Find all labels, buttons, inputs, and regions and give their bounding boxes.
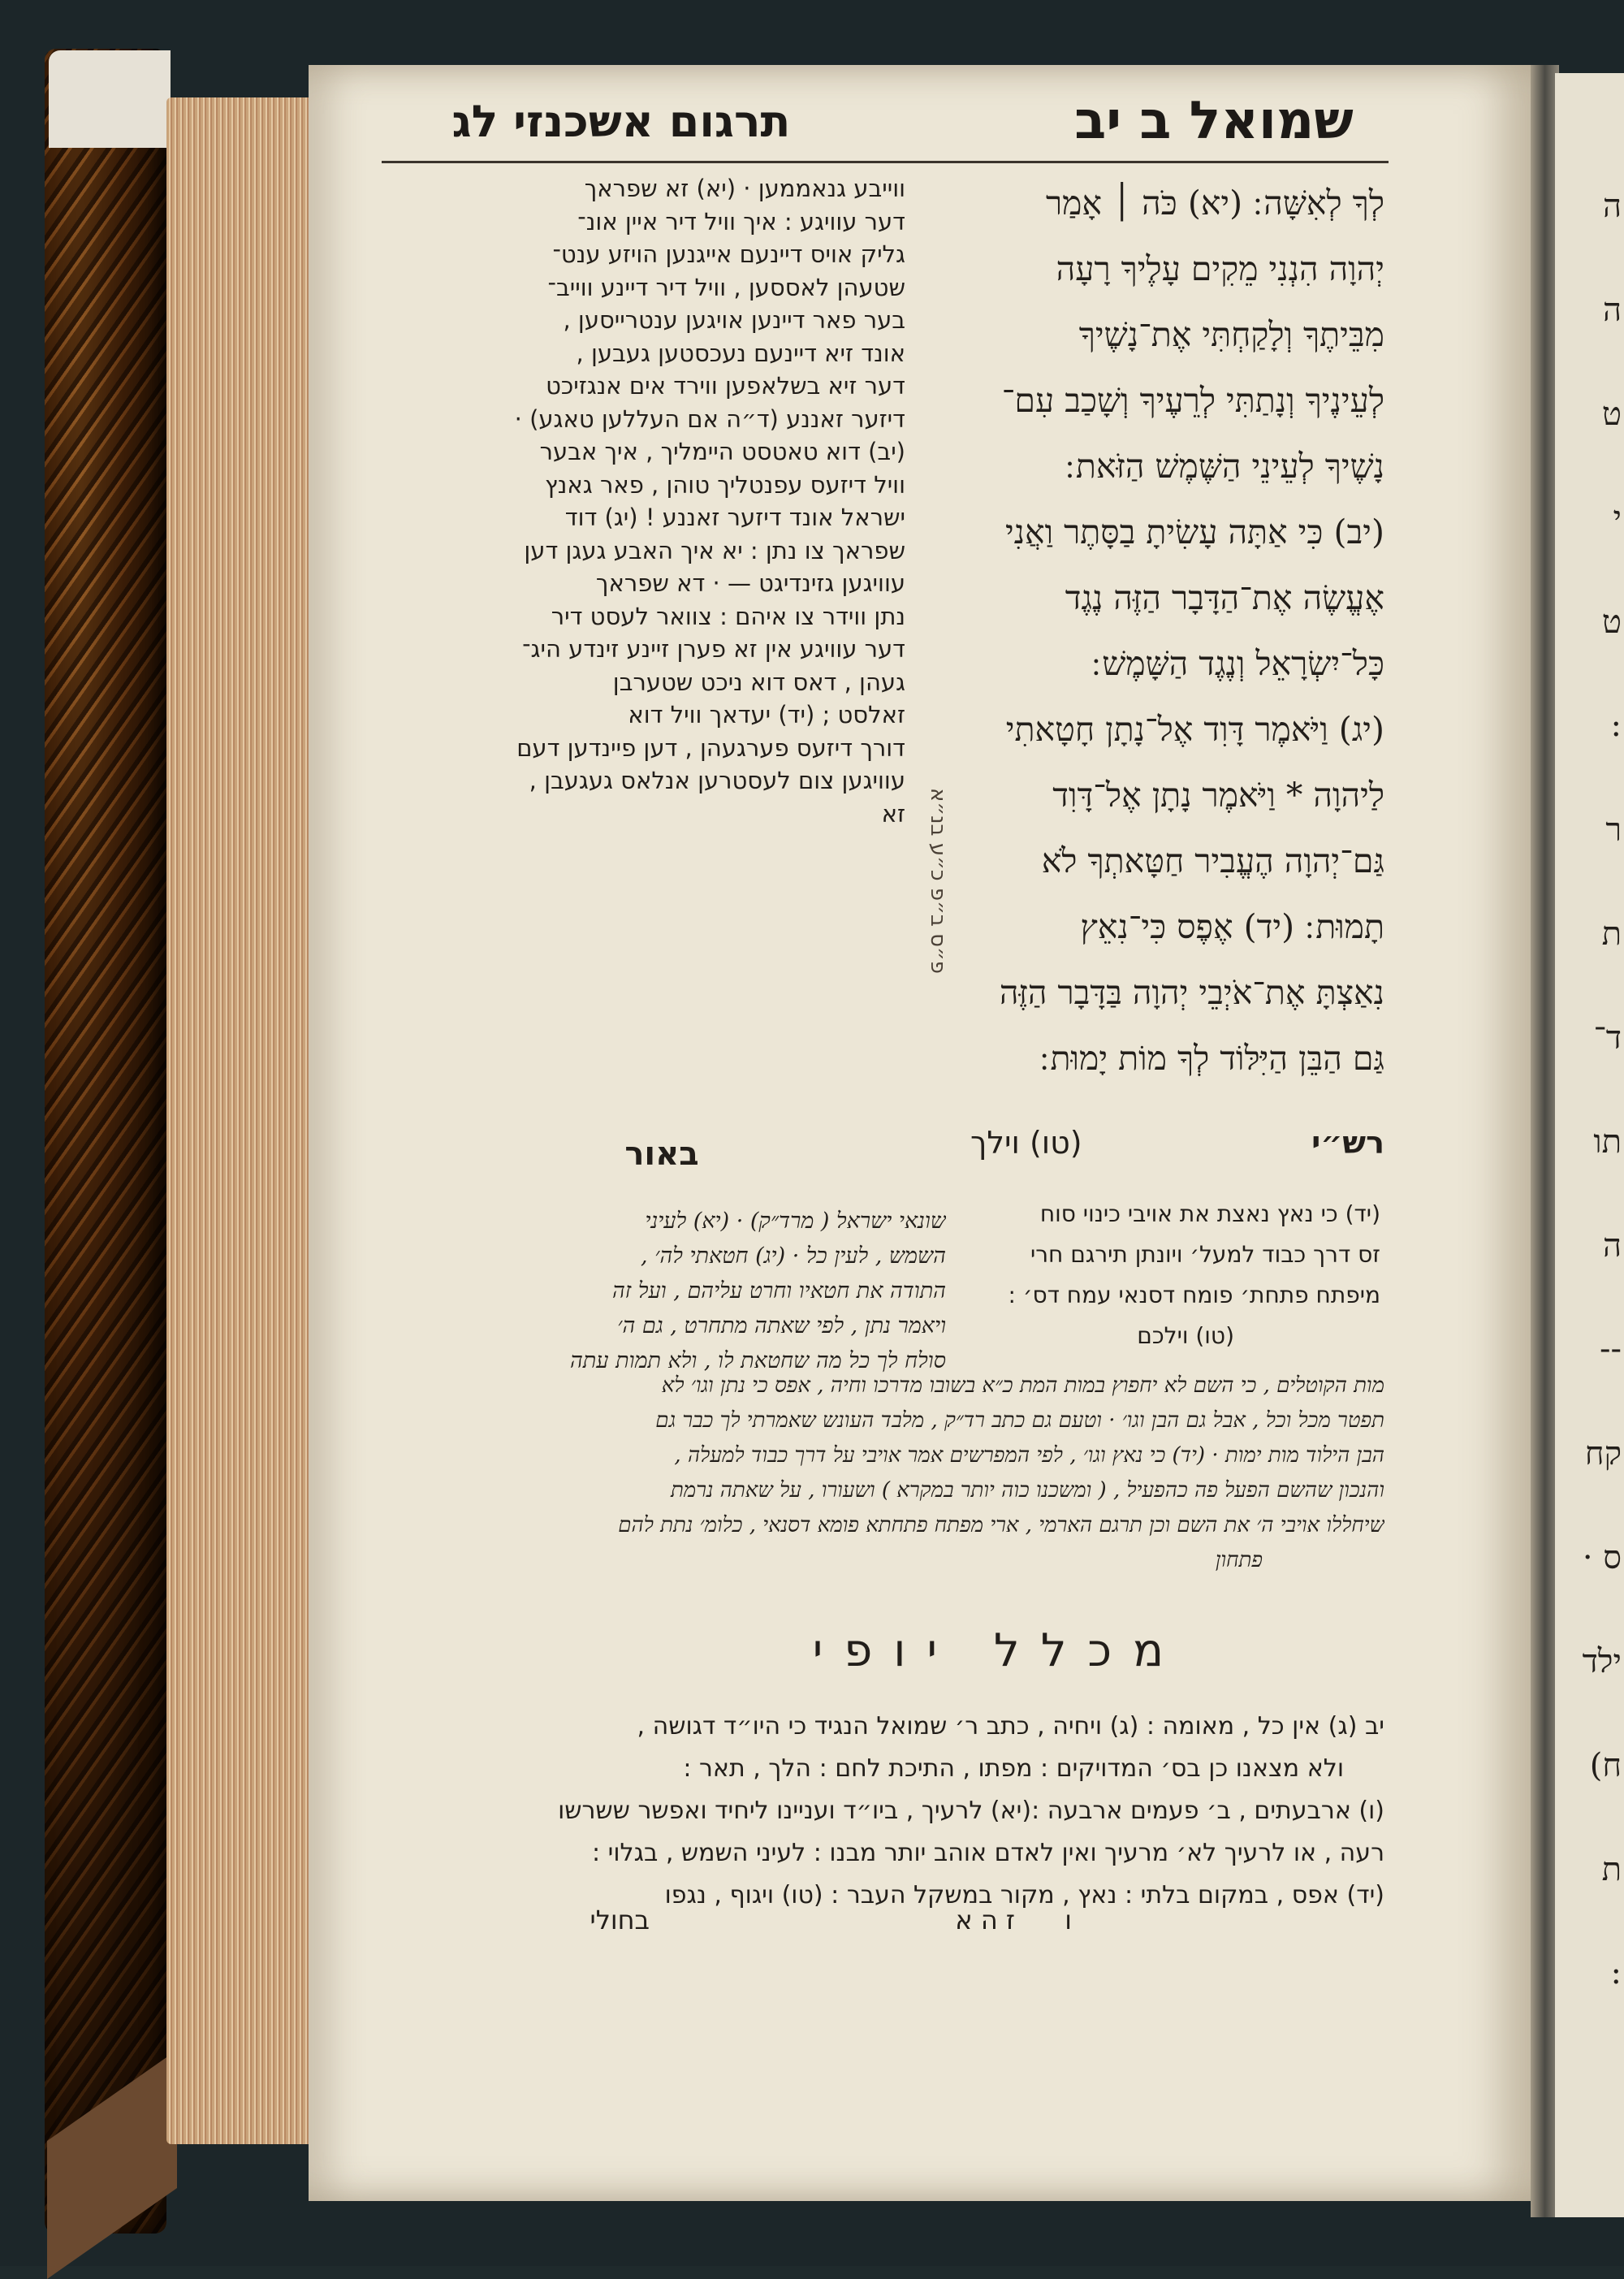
right-page-line: ה	[1602, 188, 1622, 225]
right-page-line: קח	[1584, 1435, 1622, 1472]
right-page-fragment	[1555, 73, 1624, 2217]
rashi-title: רש״י	[1311, 1125, 1384, 1161]
right-page-line: ת	[1601, 915, 1622, 953]
biur-line: סולח לך כל מה שחטאת לו , ולא תמות עתה	[569, 1348, 946, 1373]
scripture-line: אֶעֱשֶׂה אֶת־הַדָּבָר הַזֶּה נֶגֶד	[1065, 578, 1384, 617]
biur-line: והנכון שהשם הפעל פה כהפעיל , ( ומשכנו כוה יותר במקרא ) ושעורו , על שאתה נרמת	[670, 1478, 1384, 1503]
right-page-line: ר	[1605, 811, 1622, 849]
targum-line: דורך דיזעס פערגעהן , דען פיינדען דעם	[516, 733, 905, 762]
scripture-line: יְהוָה הִנְנִי מֵקִים עָלֶיךָ רָעָה	[1056, 249, 1384, 288]
biur-text-wide	[386, 1369, 1384, 1578]
right-page-line: ח)	[1589, 1747, 1622, 1784]
scripture-line: מִבֵּיתֶךָ וְלָקַחְתִּי אֶת־נָשֶׁיךָ	[1078, 315, 1384, 354]
targum-line: דער זיא בשלאפען ווירד אים אנגזיכט	[546, 372, 905, 400]
targum-line: דער עוויגע : איך וויל דיר איין אונ־	[577, 207, 905, 236]
scripture-line: (יב) כִּי אַתָּה עָשִׂיתָ בַסָּתֶר וַאֲנִי	[1004, 512, 1384, 551]
targum-line: דער עוויגע אין זא פערן זיינע זינדע היג־	[522, 635, 905, 663]
targum-line: (יב) דוא טאטסט היימליך , איך אבער	[539, 438, 905, 465]
scripture-line: (יג) וַיֹּאמֶר דָּוִד אֶל־נָתָן חָטָאתִי	[1005, 710, 1384, 749]
targum-line: שטעהן לאססען , וויל דיר דיינע ווייב־	[547, 273, 905, 301]
right-page-line: ילד	[1582, 1643, 1622, 1680]
michlol-line: ולא מצאנו כן בס׳ המדויקים : מפתו , התיכת לחם : הלך , תאר :	[683, 1754, 1344, 1783]
targum-line: גליק אויס דיינעם אייגנען הויזע ענט־	[552, 240, 905, 268]
targum-line: שפראך צו נתן : יא איך האבע געגן דען	[524, 536, 905, 564]
right-page-line: --	[1599, 1330, 1622, 1368]
michlol-line: רעה , או לרעיך לא׳ מרעיך ואין לאדם אוהב יותר מבנו : לעיני השמש , בגלוי :	[592, 1839, 1384, 1867]
right-page-line: :	[1610, 707, 1622, 744]
scripture-line: גַּם־יְהוָה הֶעֱבִיר חַטָּאתְךָ לֹא	[1041, 841, 1384, 880]
biur-line: פתחון	[1215, 1548, 1263, 1572]
michlol-line: יב (ג) אין כל , מאומה : (ג) ויחיה , כתב ר׳ שמואל הנגיד כי היו״ד דגושה ,	[637, 1712, 1384, 1741]
header-rule	[382, 161, 1389, 163]
rashi-text	[958, 1194, 1380, 1356]
cover-corner	[49, 50, 171, 148]
right-page-line: ת	[1601, 1851, 1622, 1888]
targum-line: עוויגען גזינדיגט — · דא שפראך	[595, 569, 905, 597]
scripture-line: תָמוּת ׃ (יד) אֶפֶס כִּי־נִאֵץ	[1080, 907, 1384, 946]
right-page-line: תו	[1593, 1123, 1622, 1161]
targum-line: ווייבע גנאממען · (יא) זא שפראך	[584, 175, 905, 202]
right-page-line: ט	[1601, 396, 1622, 433]
right-page-line: ה	[1602, 292, 1622, 329]
michlol-title: מכלל יופי	[812, 1624, 1186, 1677]
targum-line: ישראל אונד דיזער זאננע ! (יג) דוד	[564, 504, 905, 531]
rashi-line: זס דרך כבוד למעל׳ ויונתן תירגם חרי	[1030, 1241, 1380, 1268]
biur-line: התודה את חטאיו וחרט עליהם , ועל זה	[611, 1278, 946, 1304]
right-page-line: ה	[1602, 1227, 1622, 1265]
signature-mark: ז ה א	[955, 1905, 1015, 1935]
biur-line: שונאי ישראל ( מרד״ק) · (יא) לעיני	[645, 1209, 946, 1234]
targum-line: וויל דיזעס עפנטליך טוהן , פאר גאנץ	[545, 470, 905, 499]
targum-line: אונד זיא דיינעם נעכסטען געבען ,	[576, 339, 905, 367]
page-edges	[166, 97, 309, 2144]
targum-line: עוויגען צום לעסטרען אנלאס געגעבן ,	[529, 767, 905, 794]
rashi-line: מיפתח פתחת׳ פומח דסנאי עמח דס׳ :	[1008, 1282, 1380, 1308]
right-page-line: י	[1613, 499, 1622, 537]
scripture-line: כָּל־יִשְׂרָאֵל וְנֶגֶד הַשָּׁמֶשׁ ׃	[1091, 644, 1384, 683]
biur-line: תפטר מכל וכל , אבל גם הבן וגו׳ · וטעם גם כתב רד״ק , מלבד העונש שאמרתי לך כבר גם	[655, 1408, 1384, 1433]
right-page-line: ס ·	[1582, 1539, 1622, 1576]
biur-title: באור	[624, 1135, 699, 1173]
biur-line: ויאמר נתן , לפי שאתה מתחרט , גם ה׳	[617, 1313, 946, 1338]
targum-line: געהן , דאס דוא ניכט שטערבן	[612, 668, 905, 696]
header-left: תרגום אשכנזי לג	[451, 96, 791, 147]
scripture-line: לְךָ לְאִשָּׁה ׃ (יא) כֹּה ׀ אָמַר	[1045, 184, 1384, 223]
marbled-cover	[45, 49, 166, 2234]
targum-line: דיזער זאננע (ד״ה אם העללען טאגע) ·	[514, 404, 905, 433]
catchword: בחולי	[590, 1905, 650, 1935]
michlol-line: (יד) אפס , במקום בלתי : נאץ , מקור במשקל העבר : (טו) ויגוף , נגפו	[664, 1881, 1384, 1909]
rashi-next: (טו) וילך	[970, 1125, 1082, 1161]
michlol-line: (ו) ארבעתים , ב׳ פעמים ארבעה :(יא) לרעיך , ביו״ד ועניינו ליחיד ואפשר ששרשו	[558, 1797, 1384, 1825]
scripture-line: לַיהוָה * וַיֹּאמֶר נָתָן אֶל־דָּוִד	[1052, 776, 1384, 815]
biur-line: שיחללו אויבי ה׳ את השם וכן תרגם הארמי , ארי מפתח פתחתא פומא דסנאי , כלומ׳ נתת להם	[618, 1513, 1384, 1537]
right-page-line: ד־	[1593, 1019, 1622, 1057]
michlol-text	[386, 1706, 1384, 1917]
right-page-line: ט	[1601, 603, 1622, 641]
scripture-line: נָשֶׁיךָ לְעֵינֵי הַשֶּׁמֶשׁ הַזֹּאת ׃	[1065, 447, 1384, 486]
rashi-line: (טו) וילכם	[1137, 1322, 1234, 1349]
scripture-line: נִאַצְתָּ אֶת־אֹיְבֵי יְהוָה בַּדָּבָר הַזֶּה	[999, 973, 1384, 1012]
right-page-line: :	[1610, 1954, 1622, 1991]
scripture-line: גַּם הַבֵּן הַיִּלּוֹד לְךָ מוֹת יָמוּת ׃	[1039, 1039, 1384, 1078]
targum-line: נתן ווידר צו איהם : צוואר לעסט דיר	[551, 602, 905, 630]
biur-line: הבן הילוד מות ימות · (יד) כי נאץ וגו׳ , לפי המפרשים אמר אויבי על דרך כבוד למעלה ,	[674, 1443, 1384, 1468]
biur-line: מות הקוטלים , כי השם לא יחפוץ במות המת כ״א בשובו מדרכו וחיה , אפס כי נתן וגו׳ לא	[661, 1373, 1384, 1398]
scripture-text	[942, 171, 1384, 1092]
targum-text	[386, 172, 905, 830]
rashi-line: (יד) כי נאץ נאצת את אויבי כינוי סוח	[1039, 1200, 1380, 1227]
biur-line: השמש , לעין כל · (יג) חטאתי לה׳ ,	[641, 1243, 946, 1269]
margin-sigla: פ״ס ב״פ כ״ע בנ״א	[926, 788, 950, 975]
targum-line: בער פאר דיינען אויגען ענטרייסען ,	[563, 306, 905, 334]
biur-text	[386, 1204, 946, 1378]
header-right: שמואל ב יב	[1074, 91, 1354, 151]
targum-line: זאלסט ; (יד) יעדאך וויל דוא	[628, 701, 905, 729]
signature-number: ו	[1065, 1905, 1072, 1935]
scripture-line: לְעֵינֶיךָ וְנָתַתִּי לְרֵעֶיךָ וְשָׁכַב עִם־	[1001, 381, 1384, 420]
targum-line: זא	[881, 799, 905, 828]
rashi-heading	[970, 1125, 1384, 1161]
